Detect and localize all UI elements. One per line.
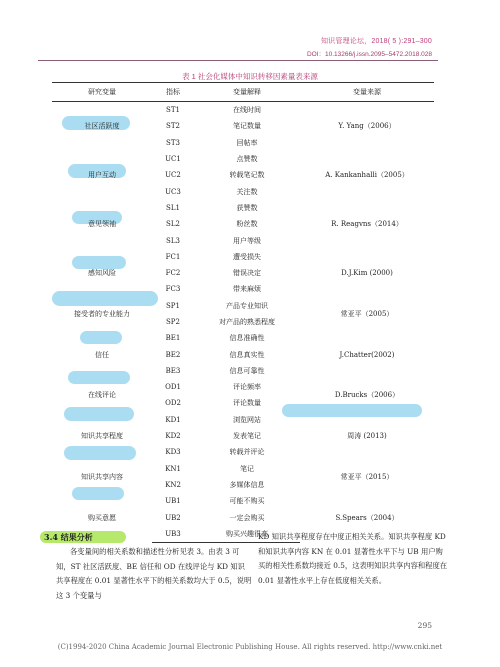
explanation-cell: 带来麻烦 (233, 285, 261, 294)
indicator-cell: OD2 (165, 399, 181, 408)
section-heading: 3.4 结果分析 (44, 532, 93, 542)
explanation-cell: 在线时间 (233, 106, 261, 115)
variable-cell (52, 151, 152, 200)
explanation-cell: 错误决定 (233, 269, 261, 278)
variable-label: 知识共享程度 (81, 432, 123, 441)
source-cell: J.Chatter(2002) (339, 350, 395, 359)
explanation-cell: 产品专业知识 (226, 301, 268, 310)
source-cell: Y. Yang（2006） (338, 122, 396, 131)
table-row (52, 151, 434, 167)
indicator-cell: KD3 (165, 448, 181, 457)
variable-cell (52, 249, 152, 298)
indicator-cell: SP2 (166, 318, 180, 326)
explanation-cell: 评论频率 (233, 383, 261, 392)
explanation-cell: 粉丝数 (236, 220, 258, 229)
indicator-cell: UB3 (152, 526, 194, 543)
explanation-cell: 遭受损失 (233, 252, 261, 261)
variable-label: 信任 (95, 350, 109, 359)
explanation-cell: 笔记 (240, 464, 254, 473)
explanation-cell: 发表笔记 (233, 432, 261, 441)
explanation-cell: 转载笔记数 (229, 171, 265, 180)
variable-label: 接受者的专业能力 (74, 309, 130, 318)
explanation-cell: 评论数量 (233, 399, 261, 408)
column-header: 变量解释 (194, 83, 300, 102)
copyright-footer: (C)1994-2020 China Academic Journal Electronic Publishing House. All rights reserved. http://www.cnki.net (57, 643, 443, 651)
column-header: 变量来源 (300, 83, 434, 102)
indicator-cell: ST1 (166, 106, 180, 115)
table-row (52, 493, 434, 509)
source-cell: D.J.Kim (2000) (341, 269, 393, 278)
source-cell: R. Reagvns（2014） (331, 220, 403, 229)
variable-cell (52, 379, 152, 412)
table-row (52, 298, 434, 314)
explanation-cell: 点赞数 (236, 155, 258, 164)
table-header-row (52, 83, 434, 102)
variable-cell (52, 200, 152, 249)
column-header: 指标 (152, 83, 194, 102)
table-row (52, 200, 434, 216)
table-caption: 表 1 社会化媒体中知识转移因素量表来源 (182, 72, 318, 81)
source-cell: S.Spears（2004） (335, 513, 399, 522)
indicator-cell: KN2 (165, 480, 181, 489)
indicator-cell: FC3 (165, 285, 181, 294)
variable-label: 意见领袖 (88, 220, 116, 229)
variable-cell (52, 461, 152, 494)
explanation-cell: 信息可靠性 (229, 366, 265, 375)
source-label: 周涛 (2013) (347, 432, 387, 441)
indicator-cell: UB2 (165, 513, 181, 522)
indicator-cell: ST3 (166, 138, 180, 147)
source-cell: 常亚平（2015） (340, 472, 394, 481)
doi-line: DOI：10.13266/j.issn.2095–5472.2018.028 (306, 51, 432, 58)
variable-label: 购买意愿 (88, 513, 116, 522)
journal-citation: 知识管理论坛，2018( 5 ):291–300 (320, 38, 432, 45)
explanation-cell: 用户等级 (233, 236, 261, 245)
explanation-cell: 回帖率 (236, 138, 258, 147)
indicator-cell: FC2 (165, 269, 181, 278)
table-row (52, 249, 434, 265)
indicator-cell: BE2 (165, 350, 181, 359)
table-row (52, 102, 434, 119)
indicator-cell: KD2 (165, 432, 181, 441)
indicator-cell: SL2 (166, 220, 180, 229)
variable-label: 用户互动 (88, 171, 116, 180)
indicator-cell: SL3 (166, 236, 180, 245)
explanation-cell: 信息真实性 (229, 350, 265, 359)
explanation-cell: 多媒体信息 (229, 480, 265, 489)
variable-cell (52, 298, 152, 331)
indicator-cell: UC3 (165, 187, 181, 196)
table-row (52, 379, 434, 395)
source-cell (300, 412, 434, 461)
indicator-cell: UC1 (165, 155, 181, 164)
explanation-cell: 可能不购买 (229, 497, 265, 506)
variable-cell (52, 412, 152, 461)
table-row (52, 461, 434, 477)
indicator-cell: FC1 (165, 252, 181, 261)
explanation-cell: 浏览网站 (233, 415, 261, 424)
page-number: 295 (417, 621, 432, 630)
scale-source-table (52, 82, 434, 543)
indicator-cell: KD1 (165, 415, 181, 424)
indicator-cell: KN1 (165, 464, 181, 473)
body-paragraph-left: 各变量间的相关系数和描述性分析见表 3。由表 3 可知，ST 社区活跃度、BE 信任和 OD 在线评论与 KD 知识共享程度在 0.01 显著性水平下的相关系数均大于 0.5，说明这 3 个变量与 (56, 547, 252, 600)
indicator-cell: ST2 (166, 122, 180, 131)
explanation-cell: 一定会购买 (229, 513, 265, 522)
explanation-cell: 转载并评论 (229, 448, 265, 457)
indicator-cell: SL1 (166, 203, 180, 212)
variable-label: 在线评论 (88, 391, 116, 400)
table-row (52, 330, 434, 346)
explanation-cell: 获赞数 (236, 203, 258, 212)
body-paragraph-right: KD 知识共享程度存在中度正相关关系。知识共享程度 KD 和知识共享内容 KN 在 0.01 显著性水平下与 UB 用户购买的相关性系数均接近 0.5，这表明知识共享内容和程度在 0.01 显著性水平上存在低度相关关系。 (258, 532, 448, 585)
table-row (52, 412, 434, 428)
explanation-cell: 笔记数量 (233, 122, 261, 131)
indicator-cell: BE3 (165, 366, 181, 375)
explanation-cell: 对产品的熟悉程度 (219, 318, 275, 326)
indicator-cell: BE1 (165, 334, 181, 343)
explanation-cell: 购买兴趣很高 (194, 526, 300, 543)
source-cell: D.Brucks（2006） (334, 391, 400, 400)
indicator-cell: OD1 (165, 383, 181, 392)
source-cell: 常亚平（2005） (340, 309, 394, 318)
indicator-cell: UB1 (165, 497, 181, 506)
variable-label: 知识共享内容 (81, 472, 123, 481)
indicator-cell: SP1 (166, 301, 180, 310)
explanation-cell: 关注数 (236, 187, 258, 196)
variable-cell (52, 330, 152, 379)
indicator-cell: UC2 (165, 171, 181, 180)
source-cell: A. Kankanhalli（2005） (325, 171, 409, 180)
variable-label: 感知风险 (88, 269, 116, 278)
variable-label: 社区活跃度 (84, 122, 120, 131)
variable-cell (52, 102, 152, 151)
header-divider (38, 60, 438, 61)
explanation-cell: 信息准确性 (229, 334, 265, 343)
column-header: 研究变量 (52, 83, 152, 102)
